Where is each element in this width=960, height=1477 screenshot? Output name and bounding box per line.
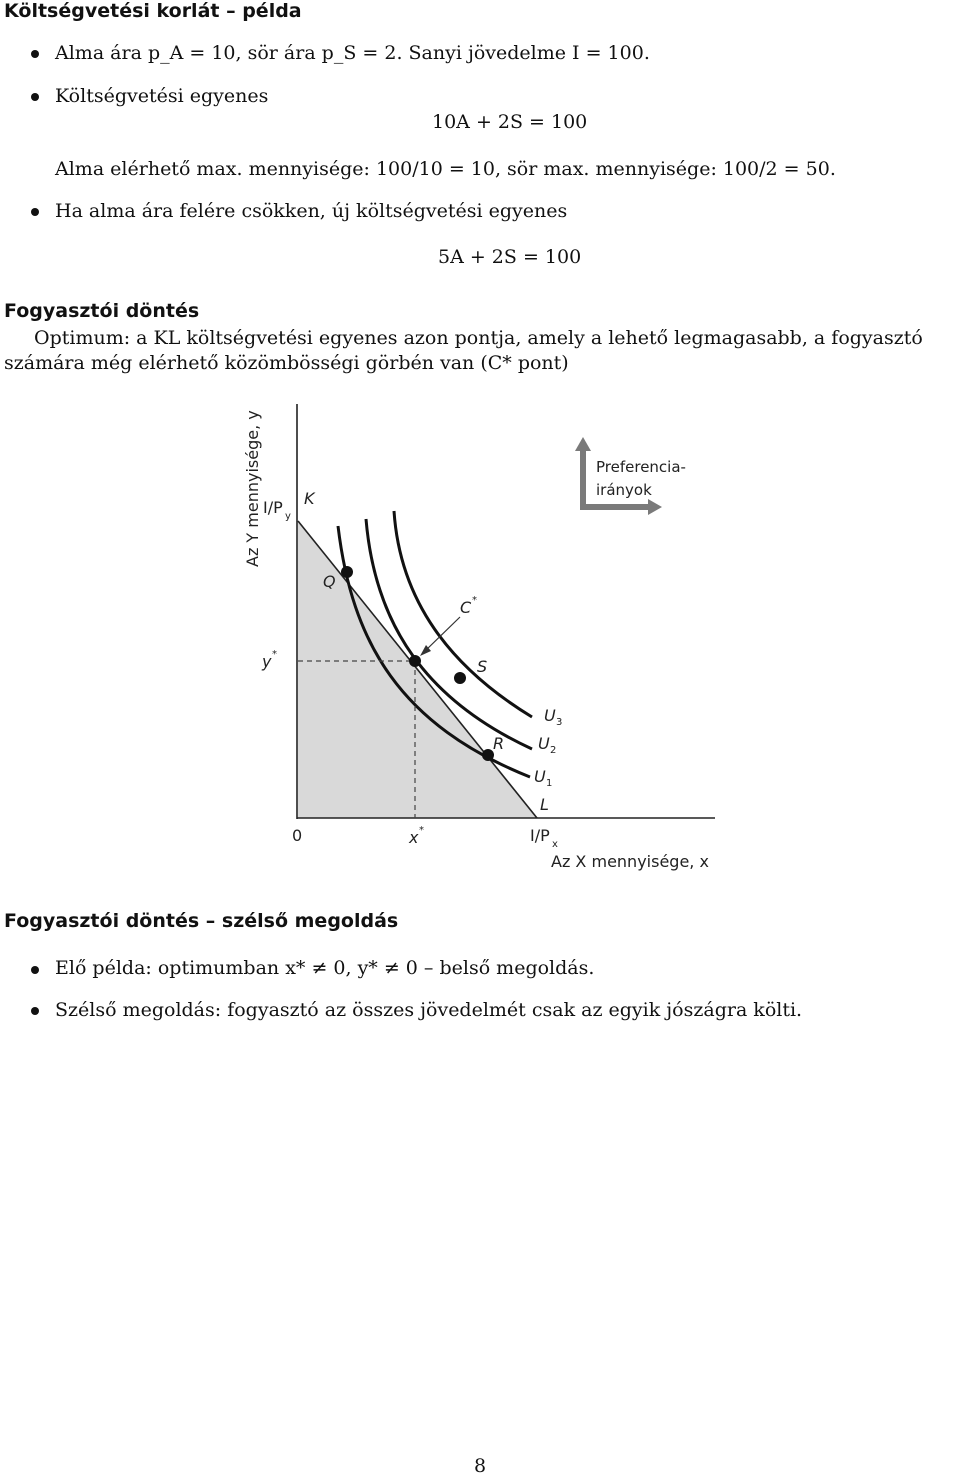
bullet-corner-solution: Szélső megoldás: fogyasztó az összes jövedelmét csak az egyik jószágra költi.: [55, 999, 803, 1021]
bullet-dot: [31, 208, 39, 216]
x-intercept-label: I/P: [530, 826, 550, 845]
origin-label: 0: [292, 826, 303, 845]
bullet-dot: [31, 1007, 39, 1015]
equation-new-budget: 5A + 2S = 100: [438, 246, 582, 268]
x-intercept-subscript: x: [552, 839, 558, 850]
page-number: 8: [474, 1455, 487, 1477]
point-l-label: L: [540, 795, 549, 814]
preference-arrow-head: [575, 437, 591, 451]
point-q-label: Q: [323, 572, 336, 591]
bullet-budget-line: Költségvetési egyenes: [55, 85, 269, 107]
curve-u3-subscript: 3: [556, 717, 563, 728]
bullet-dot: [31, 50, 39, 58]
section-title-consumer-choice: Fogyasztói döntés: [4, 300, 200, 322]
point-s-label: S: [477, 657, 488, 676]
x-axis-label: Az X mennyisége, x: [551, 852, 709, 871]
point-k-label: K: [304, 489, 315, 508]
c-star-superscript: *: [472, 595, 477, 606]
curve-u1-subscript: 1: [546, 778, 553, 789]
x-star-label: x: [409, 828, 419, 847]
y-intercept-subscript: y: [285, 511, 291, 522]
point-c-star: [409, 655, 421, 667]
y-axis-label: Az Y mennyisége, y: [243, 410, 262, 567]
indifference-figure: [0, 395, 960, 895]
y-star-label: y: [262, 652, 272, 671]
max-quantities-line: Alma elérhető max. mennyisége: 100/10 = 10, sör max. mennyisége: 100/2 = 50.: [55, 158, 836, 180]
bullet-dot: [31, 966, 39, 974]
x-star-superscript: *: [419, 825, 424, 836]
y-star-superscript: *: [272, 649, 277, 660]
section-title-corner-solution: Fogyasztói döntés – szélső megoldás: [4, 910, 399, 932]
bullet-interior-solution: Elő példa: optimumban x* ≠ 0, y* ≠ 0 – belső megoldás.: [55, 957, 595, 979]
curve-u1-label: U: [534, 767, 546, 786]
point-q: [341, 566, 353, 578]
preference-label-1: Preferencia-: [596, 458, 686, 476]
optimum-paragraph: [4, 326, 956, 376]
y-intercept-label: I/P: [263, 498, 283, 517]
optimum-text: Optimum: a KL költségvetési egyenes azon pontja, amely a lehető legmagasabb, a fogyasztó számára még elérhető közömbösségi görbén van (C* pont): [4, 327, 923, 374]
point-r-label: R: [493, 734, 505, 753]
curve-u3-label: U: [544, 706, 556, 725]
bullet-dot: [31, 93, 39, 101]
point-s: [454, 672, 466, 684]
bullet-price-drop: Ha alma ára felére csökken, új költségvetési egyenes: [55, 200, 568, 222]
bullet-prices: Alma ára p_A = 10, sör ára p_S = 2. Sanyi jövedelme I = 100.: [55, 42, 650, 64]
preference-arrow-right-head: [648, 499, 662, 515]
curve-u2-subscript: 2: [550, 745, 557, 756]
point-c-star-label: C: [460, 598, 472, 617]
preference-label-2: irányok: [596, 481, 652, 499]
section-title-budget: Költségvetési korlát – példa: [4, 0, 302, 22]
curve-u2-label: U: [538, 734, 550, 753]
equation-budget: 10A + 2S = 100: [432, 111, 588, 133]
